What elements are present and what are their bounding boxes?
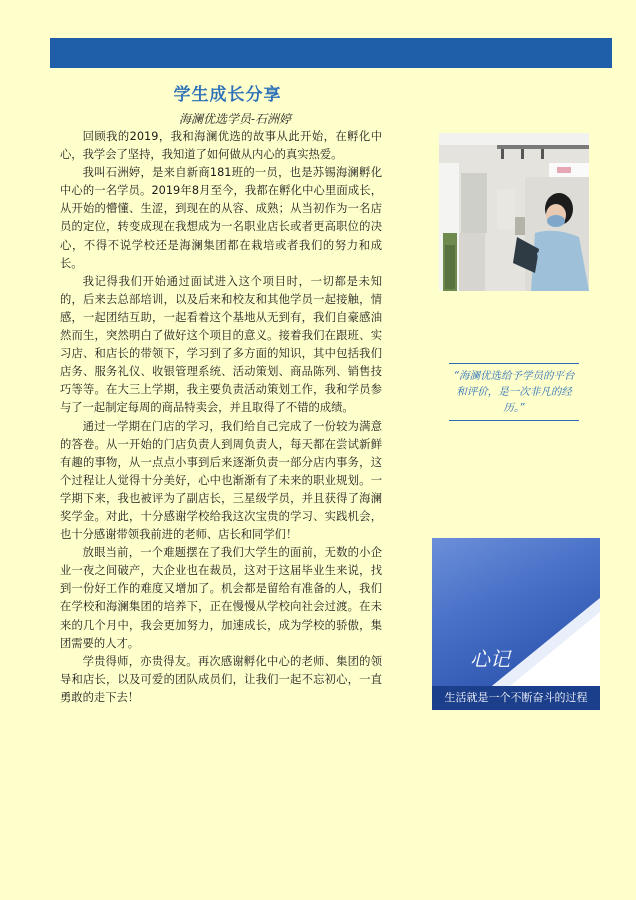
- article-author: 海澜优选学员-石洲婷: [178, 112, 292, 126]
- pull-quote: “海澜优选给予学员的平台和评价，是一次非凡的经历。”: [449, 363, 579, 421]
- paragraph-4: 通过一学期在门店的学习，我们给自己完成了一份较为满意的答卷。从一开始的门店负责人到周负责人，每天都在尝试新鲜有趣的事物，从一点点小事到后来逐渐负责一部分店内事务，这个过程让人觉得十分美好，心中也渐渐有了未来的职业规划。一学期下来，我也被评为了副店长，三星级学员，并且获得了海澜奖学金。对此，十分感谢学校给我这次宝贵的学习、实践机会，也十分感谢带领我前进的老师、店长和同学们！: [60, 419, 382, 542]
- motto-caption: 生活就是一个不断奋斗的过程: [432, 686, 600, 710]
- motto-background: [432, 538, 600, 710]
- article-body: [60, 128, 382, 707]
- motto-card: [432, 538, 600, 710]
- paragraph-6: 学贵得师，亦贵得友。再次感谢孵化中心的老师、集团的领导和店长，以及可爱的团队成员们，让我们一起不忘初心，一直勇敢的走下去！: [60, 654, 382, 704]
- paragraph-2: 我叫石洲婷，是来自新商181班的一员，也是苏锡海澜孵化中心的一名学员。2019年8月至今，我都在孵化中心里面成长，从开始的懵懂、生涩，到现在的从容、成熟；从当初作为一名店员的定位，转变成现在我想成为一名职业店长或者更高职位的决心，不得不说学校还是海澜集团都在栽培或者我们的努力和成长。: [60, 166, 382, 270]
- paragraph-5: 放眼当前，一个难题摆在了我们大学生的面前，无数的小企业一夜之间破产，大企业也在裁员，这对于这届毕业生来说，找到一份好工作的难度又增加了。机会都是留给有准备的人，我们在学校和海澜集团的培养下，正在慢慢从学校向社会过渡。在未来的几个月中，我会更加努力，加速成长，成为学校的骄傲，集团需要的人才。: [60, 546, 382, 650]
- student-photo: [439, 133, 589, 291]
- student-photo-illustration: [439, 133, 589, 291]
- motto-script: 心记: [470, 647, 510, 671]
- paragraph-3: 我记得我们开始通过面试进入这个项目时，一切都是未知的，后来去总部培训，以及后来和校友和其他学员一起接触，情感，一起团结互助，一起看着这个基地从无到有，我们自豪感油然而生，突然明白了做好这个项目的意义。接着我们在跟班、实习店、和店长的带领下，学习到了多方面的知识，其中包括我们店务、服务礼仪、收银管理系统、活动策划、商品陈列、销售技巧等等。在大三上学期，我主要负责活动策划工作，我和学员参与了一起制定每周的商品特卖会，并且取得了不错的成绩。: [60, 274, 382, 415]
- paragraph-1: 回顾我的2019，我和海澜优选的故事从此开始，在孵化中心，我学会了坚持，我知道了如何做从内心的真实热爱。: [60, 130, 382, 162]
- header-bar: [50, 38, 612, 68]
- article-title: 学生成长分享: [173, 85, 282, 105]
